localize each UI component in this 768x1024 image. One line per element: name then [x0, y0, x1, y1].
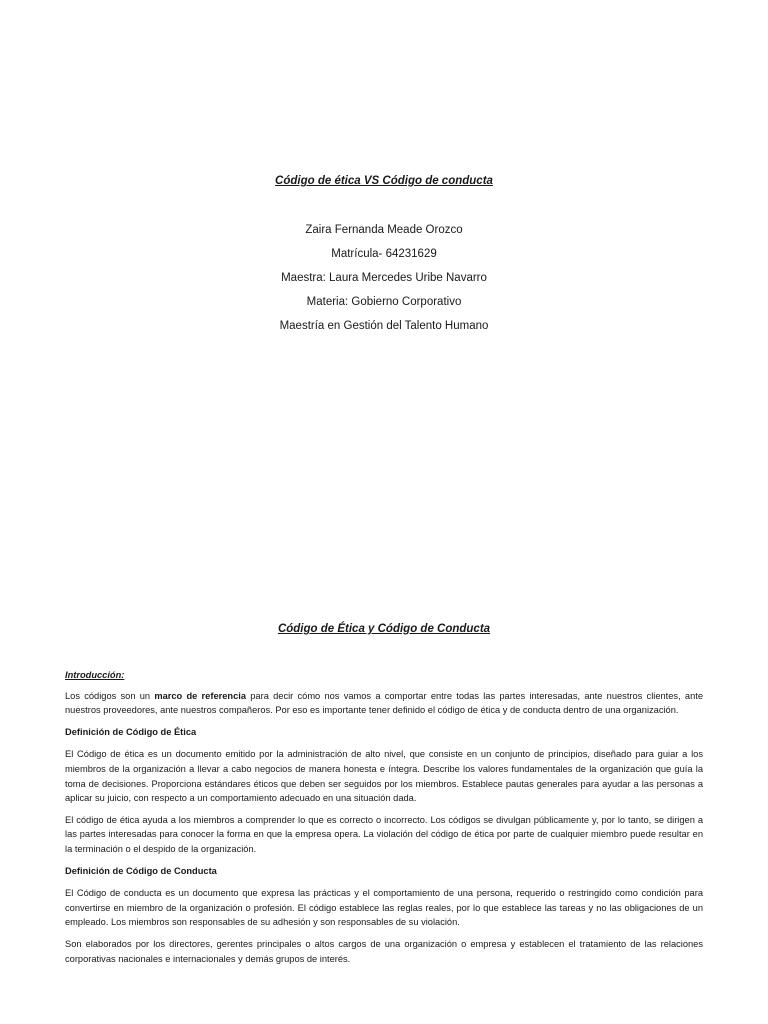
document-body	[65, 668, 703, 973]
subject-name: Materia: Gobierno Corporativo	[306, 296, 462, 308]
conduct-paragraph-2: Son elaborados por los directores, gerentes principales o altos cargos de una organización o empresa y establecen el tratamiento de las relaciones corporativas nacionales e internacionales y demás grupos de interés.	[65, 938, 703, 964]
ethics-paragraph-1: El Código de ética es un documento emitido por la administración de alto nivel, que consiste en un conjunto de principios, diseñado para guiar a los miembros de la organización a llevar a cabo negocios de manera honesta e íntegra. Describe los valores fundamentales de la organización que guía la toma de decisiones. Proporciona estándares éticos que deben ser seguidos por los miembros. Establece pautas generales para ayudar a las personas a aplicar su juicio, con respecto a un comportamiento adecuado en una situación dada.	[65, 749, 703, 804]
student-id: Matrícula- 64231629	[331, 248, 437, 260]
program-name: Maestría en Gestión del Talento Humano	[279, 320, 489, 332]
section-title: Código de Ética y Código de Conducta	[277, 623, 491, 635]
intro-text-start: Los códigos son un	[65, 690, 155, 701]
teacher-name: Maestra: Laura Mercedes Uribe Navarro	[281, 272, 487, 284]
conduct-paragraph-1: El Código de conducta es un documento que expresa las prácticas y el comportamiento de una persona, requerido o restringido como condición para convertirse en miembro de la organización o profesión. El código establece las reglas reales, por lo que establece las tareas y no las obligaciones de un empleado. Los miembros son responsables de su adhesión y son responsables de su violación.	[65, 888, 703, 928]
ethics-heading: Definición de Código de Ética	[65, 726, 197, 737]
author-name: Zaira Fernanda Meade Orozco	[305, 224, 463, 236]
conduct-heading: Definición de Código de Conducta	[65, 865, 217, 876]
ethics-paragraph-2: El código de ética ayuda a los miembros a comprender lo que es correcto o incorrecto. Los códigos se divulgan públicamente y, por lo tanto, se dirigen a las partes interesadas para conocer la forma en que la empresa opera. La violación del código de ética por parte de cualquier miembro puede resultar en la terminación o el despido de la organización.	[65, 814, 703, 854]
cover-title: Código de ética VS Código de conducta	[275, 175, 493, 187]
intro-paragraph	[65, 689, 703, 718]
intro-bold-text: marco de referencia	[154, 690, 247, 701]
intro-heading: Introducción:	[65, 670, 125, 680]
intro-text-end: para decir cómo nos vamos a comportar entre todas las partes interesadas, ante nuestros clientes, ante nuestros proveedores, ante nuestros compañeros. Por eso es importante tener definido el código de ética y de conducta dentro de una organización.	[65, 690, 703, 716]
